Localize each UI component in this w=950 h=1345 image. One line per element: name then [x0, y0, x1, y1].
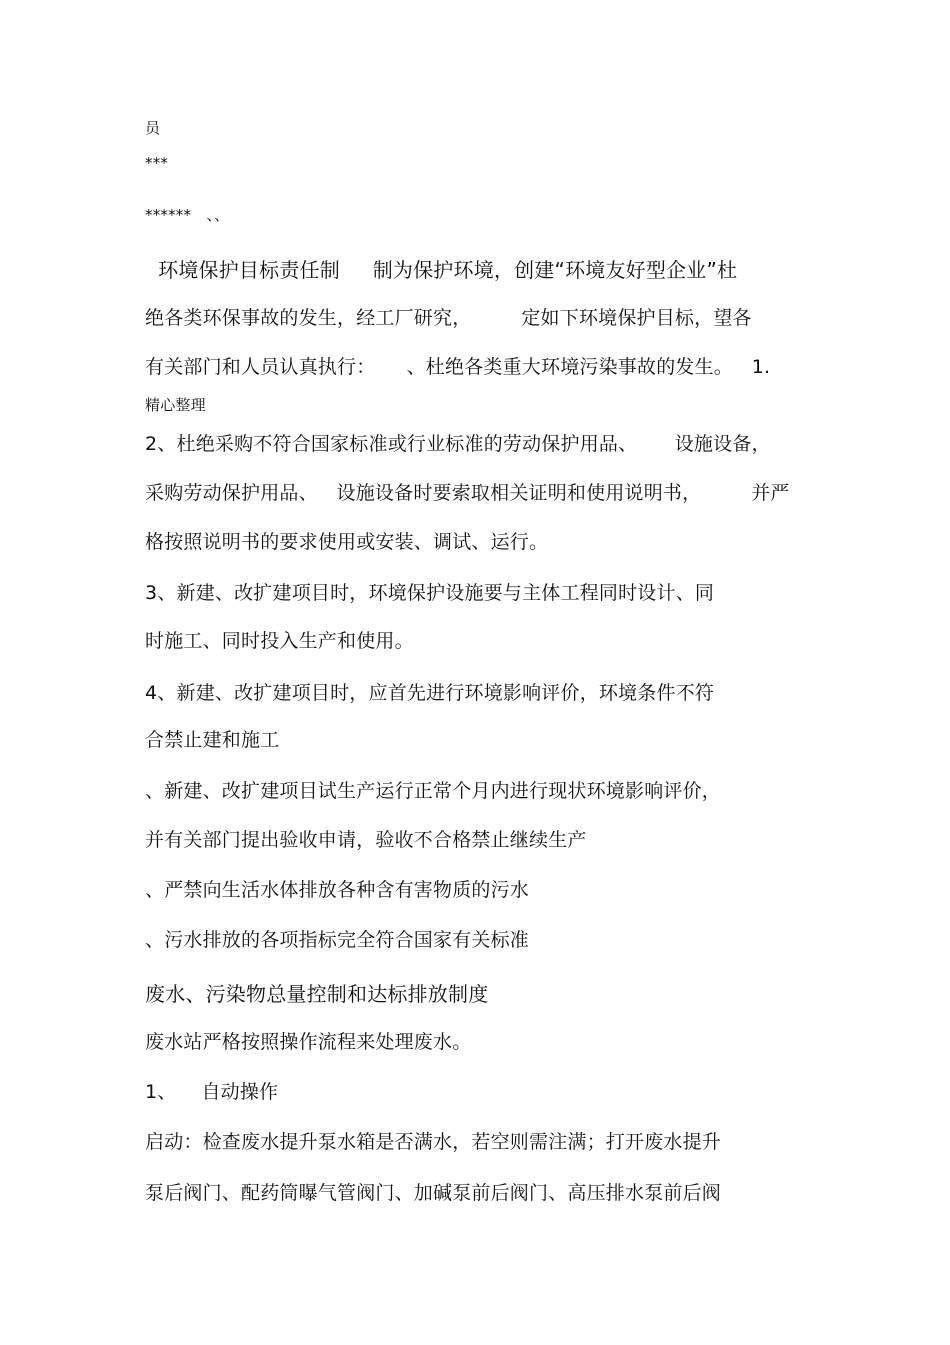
text-line: 、严禁向生活水体排放各种含有害物质的污水 [145, 879, 530, 901]
text-line: 、新建、改扩建项目试生产运行正常个月内进行现状环境影响评价， [145, 780, 722, 802]
text-line: 1、 自动操作 [145, 1081, 279, 1103]
text-line: 启动：检查废水提升泵水箱是否满水，若空则需注满；打开废水提升 [145, 1131, 722, 1153]
text-line: 4、新建、改扩建项目时，应首先进行环境影响评价，环境条件不符 [145, 682, 715, 704]
text-line: 环境保护目标责任制 制为保护环境，创建“环境友好型企业”杜 [145, 258, 738, 282]
text-line: 采购劳动保护用品、 设施设备时要索取相关证明和使用说明书， 并严 [145, 482, 790, 504]
text-line: 格按照说明书的要求使用或安装、调试、运行。 [145, 531, 549, 553]
text-line-note: 精心整理 [145, 396, 206, 414]
separator-stars-short: *** [145, 154, 169, 172]
text-line: 废水站严格按照操作流程来处理废水。 [145, 1031, 472, 1053]
separator-stars-long: ****** 、、 [145, 206, 230, 224]
text-line: 并有关部门提出验收申请，验收不合格禁止继续生产 [145, 829, 587, 851]
text-line: 时施工、同时投入生产和使用。 [145, 630, 414, 652]
text-line: 3、新建、改扩建项目时，环境保护设施要与主体工程同时设计、同 [145, 582, 715, 604]
text-line: 泵后阀门、配药筒曝气管阀门、加碱泵前后阀门、高压排水泵前后阀 [145, 1182, 722, 1204]
text-line: 2、杜绝采购不符合国家标准或行业标准的劳动保护用品、 设施设备， [145, 433, 771, 455]
text-line: 绝各类环保事故的发生，经工厂研究， 定如下环境保护目标，望各 [145, 307, 752, 329]
text-line: 有关部门和人员认真执行： 、杜绝各类重大环境污染事故的发生。 1. [145, 356, 771, 378]
text-line: 合禁止建和施工 [145, 729, 280, 751]
header-char: 员 [145, 119, 161, 137]
text-line: 、污水排放的各项指标完全符合国家有关标准 [145, 929, 530, 951]
section-heading: 废水、污染物总量控制和达标排放制度 [145, 982, 489, 1006]
